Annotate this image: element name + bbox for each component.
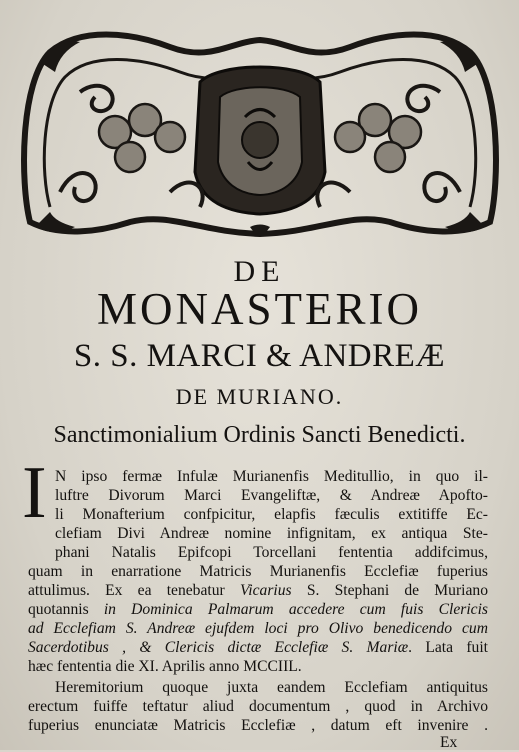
decorative-headpiece-icon — [20, 22, 500, 244]
text-line: erectum fuiffe teftatur aliud documentum , quod in Archivo — [28, 698, 488, 715]
text-line: phani Natalis Epifcopi Torcellani fententia addifcimus, — [55, 544, 488, 561]
text-line: Heremitorium quoque juxta eandem Ecclefiam antiquitus — [55, 679, 488, 696]
text-line — [28, 601, 488, 619]
drop-cap: I — [22, 452, 47, 534]
text-line — [28, 582, 488, 600]
title-saints: S. S. MARCI & ANDREÆ — [73, 338, 446, 374]
text-run: quotannis — [28, 601, 104, 618]
text-line — [28, 639, 488, 657]
text-run: . Lata fuit — [408, 639, 488, 656]
title-de: DE — [233, 255, 286, 288]
subtitle-order: Sanctimonialium Ordinis Sancti Benedicti. — [53, 422, 466, 448]
text-run: S. Stephani de Muriano — [291, 582, 488, 599]
italic-run: in Dominica Palmarum accedere cum fuis Clericis — [103, 601, 488, 618]
text-line: clefiam Divi Andreæ nomine infignitam, ex antiqua Ste- — [55, 525, 488, 542]
title-place: DE MURIANO. — [175, 384, 344, 409]
text-line — [28, 620, 488, 638]
catchword: Ex — [440, 734, 458, 751]
text-line: li Monafterium confpicitur, elapfis fæculis extitiffe Ec- — [55, 506, 488, 523]
italic-run: Vicarius — [239, 582, 292, 599]
text-line: luftre Divorum Marci Evangeliftæ, & Andreæ Apofto- — [55, 487, 488, 504]
italic-run: ad Ecclefiam S. Andreæ ejufdem loci pro Olivo benedicendo cum — [28, 620, 488, 637]
text-line: quam in enarratione Matricis Murianenfis Ecclefiæ fuperius — [28, 563, 488, 580]
text-run: attulimus. Ex ea tenebatur — [28, 582, 240, 599]
text-line: N ipso fermæ Infulæ Murianenfis Meditullio, in quo il- — [55, 468, 488, 485]
text-line: fuperius enunciatæ Matricis Ecclefiæ , datum eft invenire . — [28, 717, 488, 734]
title-monasterio: MONASTERIO — [96, 284, 422, 334]
italic-run: Sacerdotibus , & Clericis dictæ Ecclefiæ S. Mariæ — [28, 639, 409, 656]
text-line: hæc fententia die XI. Aprilis anno MCCIIL. — [28, 658, 302, 675]
